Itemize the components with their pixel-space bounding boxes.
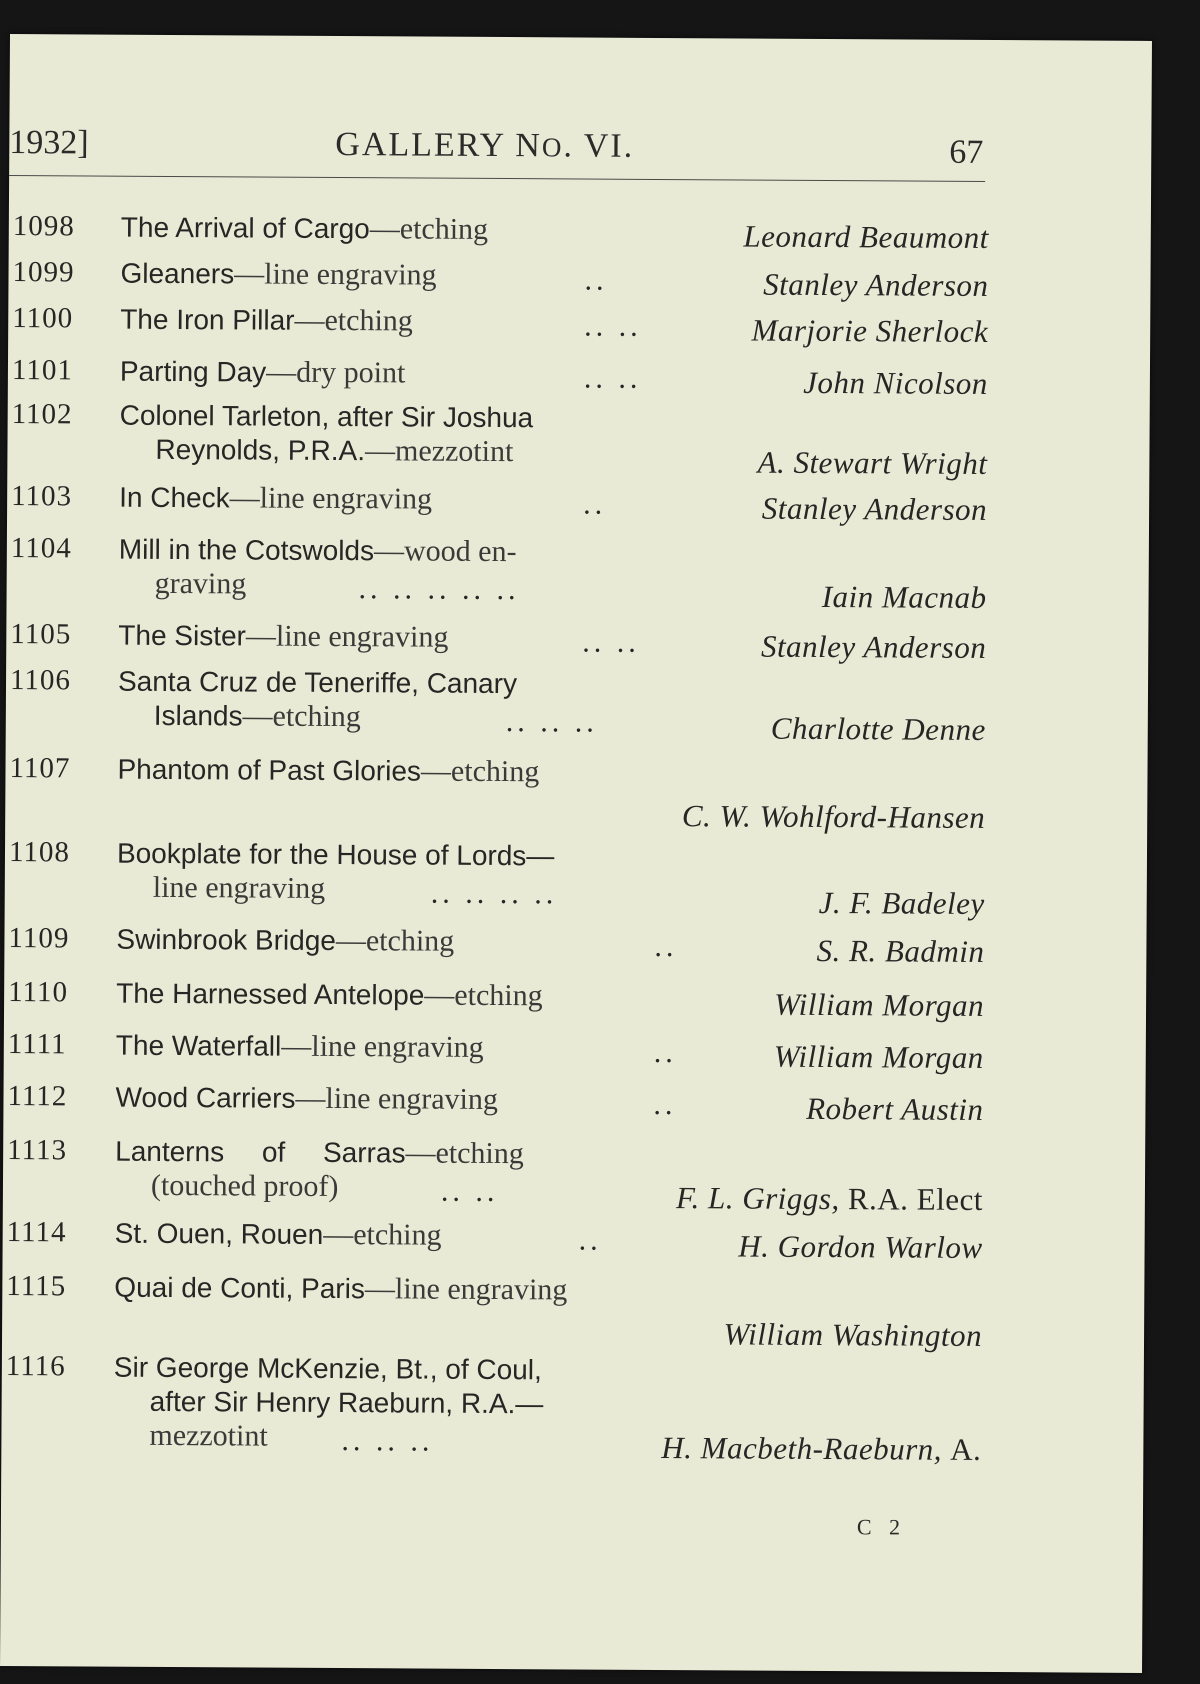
leader-dots: .. .. [440,1174,499,1209]
entry-artist: Leonard Beaumont [743,218,989,255]
signature-mark: C 2 [856,1514,907,1540]
leader-dots: .. .. [583,361,642,395]
entry-artist: William Morgan [774,986,985,1023]
entry-artist: William Washington [723,1316,983,1353]
entry-medium: etching [454,978,543,1013]
entry-title: Swinbrook Bridge [116,923,337,957]
page-title: GALLERY NO. VI. [335,125,635,165]
entry-title: The Sister [118,619,247,652]
catalogue-entry: 1115 Quai de Conti, Paris—line engraving William Washington [6,1270,983,1353]
entry-number: 1102 [11,398,73,431]
catalogue-entry: 1105 The Sister—line engraving .. .. Stanley Anderson [10,618,987,665]
entry-artist: S. R. Badmin [816,932,985,969]
entry-title-cont: Islands [153,699,243,732]
leader-dots: .. [653,1087,677,1122]
entry-artist: Stanley Anderson [760,628,987,665]
entry-title-cont: Reynolds, P.R.A. [155,433,366,467]
entry-title: Colonel Tarleton, after Sir Joshua [119,399,534,434]
entry-number: 1105 [10,618,72,651]
entry-number: 1113 [7,1134,68,1167]
entry-title: Quai de Conti, Paris [114,1271,366,1305]
leader-dots: .. [578,1223,602,1257]
entry-number: 1101 [11,354,73,387]
entry-medium: etching [324,303,413,338]
entry-title: Lanterns of Sarras [115,1135,406,1169]
entry-number: 1099 [12,256,75,289]
entry-medium: dry point [296,355,406,390]
leader-dots: .. .. .. .. .. [358,572,520,607]
catalogue-entry: 1107 Phantom of Past Glories—etching C. W. Wohlford-Hansen [9,752,986,835]
entry-number: 1106 [9,664,72,697]
catalogue-entry: 1110 The Harnessed Antelope—etching William Morgan [8,976,985,1023]
entry-medium: line engraving [275,619,449,654]
entry-artist: J. F. Badeley [818,884,985,921]
entry-artist: Marjorie Sherlock [751,312,989,349]
catalogue-entry: 1111 The Waterfall—line engraving .. William Morgan [7,1028,984,1075]
entry-artist: Stanley Anderson [763,266,989,303]
entry-medium: wood en- [403,534,517,569]
entry-title: Santa Cruz de Teneriffe, Canary [117,665,518,700]
catalogue-entry: 1101 Parting Day—dry point .. .. John Nicolson [11,354,988,401]
entry-title: St. Ouen, Rouen [114,1217,324,1250]
entry-number: 1110 [8,976,69,1009]
catalogue-entry: 1102 Colonel Tarleton, after Sir Joshua Reynolds, P.R.A.—mezzotint A. Stewart Wright [11,398,988,481]
entry-medium: line engraving [394,1272,568,1307]
leader-dots: .. [583,487,607,521]
entry-number: 1114 [6,1216,67,1249]
page-header [9,124,1151,181]
entry-number: 1116 [5,1349,66,1383]
catalogue-entry: 1113 Lanterns of Sarras—etching (touched proof) .. .. F. L. Griggs, R.A. Elect [7,1134,984,1217]
entry-medium: line engraving [259,481,433,516]
entry-medium: etching [399,212,489,246]
entry-number: 1109 [8,922,70,955]
entry-title: The Harnessed Antelope [116,977,425,1011]
leader-dots: .. [584,263,608,297]
catalogue-entry: 1106 Santa Cruz de Teneriffe, Canary Islands—etching .. .. .. Charlotte Denne [9,664,986,747]
catalogue-entry: 1109 Swinbrook Bridge—etching .. S. R. Badmin [8,922,985,969]
entry-number: 1112 [7,1080,68,1113]
entry-title: The Arrival of Cargo [120,211,370,245]
entry-number: 1103 [11,480,73,513]
catalogue-entry: 1099 Gleaners—line engraving .. Stanley Anderson [12,256,989,303]
entry-artist: John Nicolson [803,364,988,401]
entry-title: Phantom of Past Glories [117,753,422,787]
entry-title: Bookplate for the House of Lords— [116,837,555,872]
entry-title: Sir George McKenzie, Bt., of Coul, [113,1351,542,1386]
entry-artist: A. Stewart Wright [757,444,988,481]
entry-medium-cont: graving [154,566,247,601]
entry-artist: William Morgan [773,1038,984,1075]
entry-artist: Stanley Anderson [761,490,988,527]
entry-medium: line engraving [311,1029,484,1064]
entry-number: 1104 [10,532,72,565]
entry-number: 1108 [8,836,71,869]
leader-dots: .. .. .. [341,1424,434,1458]
entry-artist: Robert Austin [806,1090,984,1127]
catalogue-entry: 1114 St. Ouen, Rouen—etching .. H. Gordon Warlow [6,1216,983,1265]
entry-medium: line engraving [152,870,326,905]
entry-medium-cont: (touched proof) [150,1168,339,1204]
catalogue-entry: 1100 The Iron Pillar—etching .. .. Marjorie Sherlock [12,302,989,349]
entry-title: Wood Carriers [115,1081,296,1114]
entry-medium: line engraving [325,1081,499,1117]
entry-artist: Iain Macnab [821,578,987,615]
catalogue-entry: 1104 Mill in the Cotswolds—wood en- graving .. .. .. .. .. Iain Macnab [10,532,987,615]
entry-medium: mezzotint [394,434,514,469]
entry-title: Mill in the Cotswolds [118,533,375,567]
catalogue-entry: 1098 The Arrival of Cargo—etching Leonard Beaumont [12,210,989,255]
page-number: 67 [949,133,984,171]
artist-suffix: A. [950,1431,982,1467]
catalogue-entry: 1112 Wood Carriers—line engraving .. Robert Austin [7,1080,984,1127]
catalogue-page [0,34,1152,1673]
entry-medium: mezzotint [149,1418,268,1453]
entry-medium: etching [450,754,540,789]
entry-artist: Charlotte Denne [770,710,986,747]
entry-medium: etching [353,1218,442,1252]
entry-title: In Check [119,481,230,514]
leader-dots: .. .. [582,625,640,659]
entry-title: The Iron Pillar [120,303,295,336]
entry-number: 1098 [12,210,75,243]
entry-title: Gleaners [120,257,235,290]
entry-title-cont: after Sir Henry Raeburn, R.A.— [149,1385,544,1420]
entry-artist: H. Macbeth-Raeburn, [661,1430,943,1467]
leader-dots: .. [654,929,678,964]
entry-number: 1111 [7,1028,67,1061]
entry-artist: F. L. Griggs, [675,1180,840,1217]
artist-suffix: R.A. Elect [847,1181,984,1217]
leader-dots: .. .. [584,309,642,343]
entry-medium: etching [435,1136,524,1171]
entry-number: 1107 [9,752,71,785]
entry-medium: line engraving [264,257,437,292]
entry-artist: C. W. Wohlford-Hansen [681,798,986,835]
entry-medium: etching [365,924,455,958]
year-label: 1932] [9,123,89,162]
leader-dots: .. .. .. .. [430,876,558,911]
leader-dots: .. .. .. [505,705,598,739]
entry-artist: H. Gordon Warlow [738,1228,983,1265]
entry-medium: etching [272,699,361,734]
entry-title: Parting Day [119,355,267,388]
entry-title: The Waterfall [115,1029,282,1062]
entry-number: 1100 [12,302,74,335]
catalogue-entry: 1103 In Check—line engraving .. Stanley Anderson [11,480,988,527]
leader-dots: .. [653,1035,677,1070]
catalogue-entry [5,836,1005,921]
entry-number: 1115 [6,1270,67,1303]
